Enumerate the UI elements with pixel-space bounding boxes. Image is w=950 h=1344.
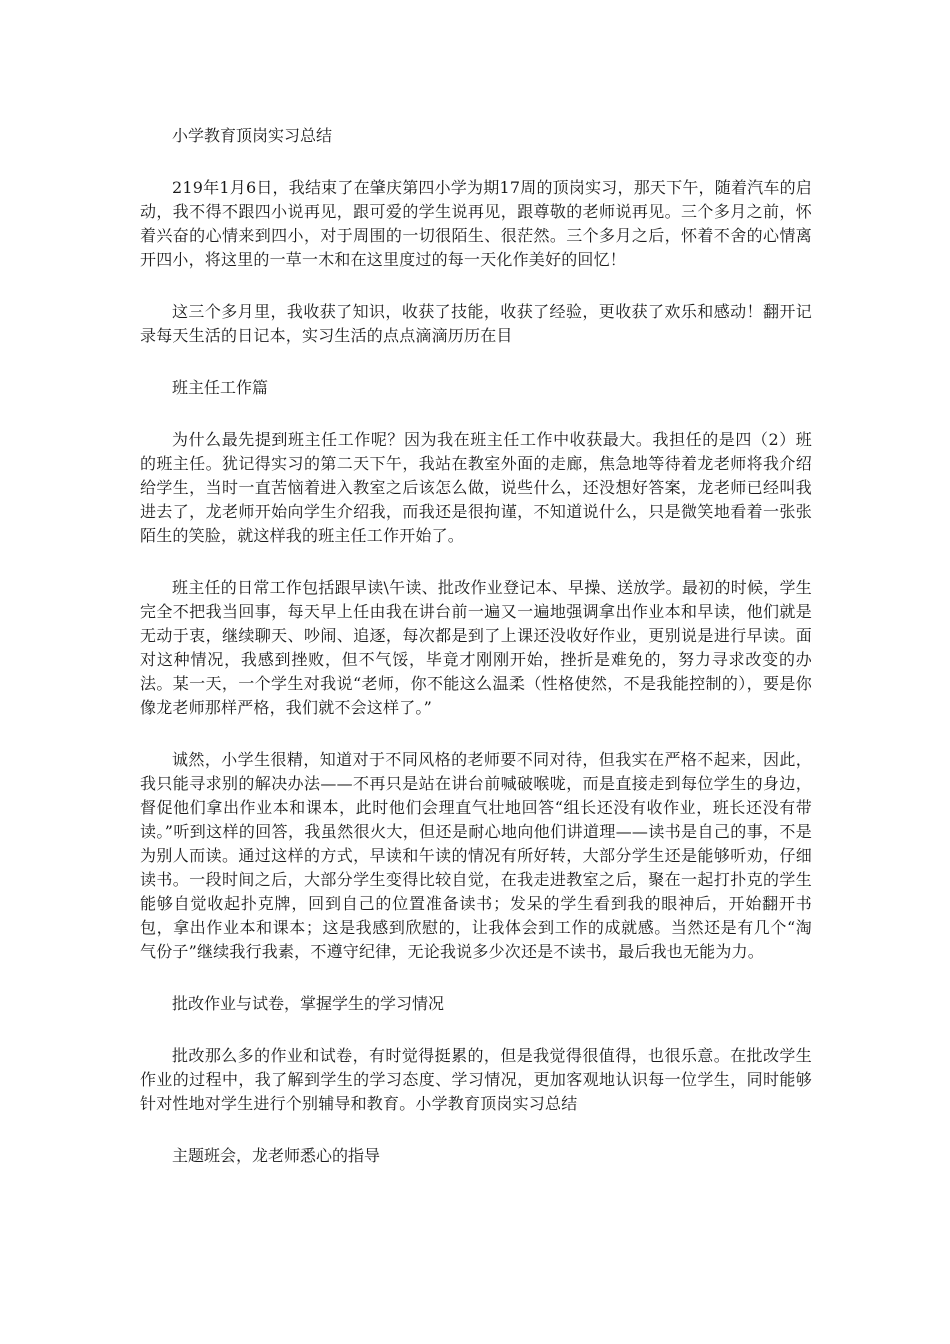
section1-paragraph-1: 为什么最先提到班主任工作呢？因为我在班主任工作中收获最大。我担任的是四（2）班的班主任。犹记得实习的第二天下午，我站在教室外面的走廊，焦急地等待着龙老师将我介绍给学生，当时一直苦恼着进入教室之后该怎么做，说些什么，还没想好答案，龙老师已经叫我进去了，龙老师开始向学生介绍我，而我还是很拘谨，不知道说什么，只是微笑地看着一张张陌生的笑脸，就这样我的班主任工作开始了。 xyxy=(140,430,812,545)
intro-paragraph-2: 这三个多月里，我收获了知识，收获了技能，收获了经验，更收获了欢乐和感动！翻开记录每天生活的日记本，实习生活的点点滴滴历历在目 xyxy=(140,302,812,345)
section-heading-class-teacher: 班主任工作篇 xyxy=(172,378,269,397)
section-heading-class-meeting: 主题班会，龙老师悉心的指导 xyxy=(172,1146,381,1165)
section1-paragraph-2: 班主任的日常工作包括跟早读\午读、批改作业登记本、早操、送放学。最初的时候，学生完全不把我当回事，每天早上任由我在讲台前一遍又一遍地强调拿出作业本和早读，他们就是无动于衷，继续聊天、吵闹、追逐，每次都是到了上课还没收好作业，更别说是进行早读。面对这种情况，我感到挫败，但不气馁，毕竟才刚刚开始，挫折是难免的，努力寻求改变的办法。某一天，一个学生对我说“老师，你不能这么温柔（性格使然，不是我能控制的），要是你像龙老师那样严格，我们就不会这样了。” xyxy=(140,578,812,717)
section-heading-grading: 批改作业与试卷，掌握学生的学习情况 xyxy=(172,994,445,1013)
section2-paragraph-1: 批改那么多的作业和试卷，有时觉得挺累的，但是我觉得很值得，也很乐意。在批改学生作业的过程中，我了解到学生的学习态度、学习情况，更加客观地认识每一位学生，同时能够针对性地对学生进行个别辅导和教育。小学教育顶岗实习总结 xyxy=(140,1046,812,1113)
section1-paragraph-3: 诚然，小学生很精，知道对于不同风格的老师要不同对待，但我实在严格不起来，因此，我只能寻求别的解决办法——不再只是站在讲台前喊破喉咙，而是直接走到每位学生的身边，督促他们拿出作业本和课本，此时他们会理直气壮地回答“组长还没有收作业，班长还没有带读。”听到这样的回答，我虽然很火大，但还是耐心地向他们讲道理——读书是自己的事，不是为别人而读。通过这样的方式，早读和午读的情况有所好转，大部分学生还是能够听劝，仔细读书。一段时间之后，大部分学生变得比较自觉，在我走进教室之后，聚在一起打扑克的学生能够自觉收起扑克牌，回到自己的位置准备读书；发呆的学生看到我的眼神后，开始翻开书包，拿出作业本和课本；这是我感到欣慰的，让我体会到工作的成就感。当然还是有几个“淘气份子”继续我行我素，不遵守纪律，无论我说多少次还是不读书，最后我也无能为力。 xyxy=(140,750,812,961)
document-title: 小学教育顶岗实习总结 xyxy=(172,126,333,145)
intro-paragraph-1: 219年1月6日，我结束了在肇庆第四小学为期17周的顶岗实习，那天下午，随着汽车的启动，我不得不跟四小说再见，跟可爱的学生说再见，跟尊敬的老师说再见。三个多月之前，怀着兴奋的心情来到四小，对于周围的一切很陌生、很茫然。三个多月之后，怀着不舍的心情离开四小，将这里的一草一木和在这里度过的每一天化作美好的回忆！ xyxy=(140,178,812,269)
document-body xyxy=(140,124,812,1196)
